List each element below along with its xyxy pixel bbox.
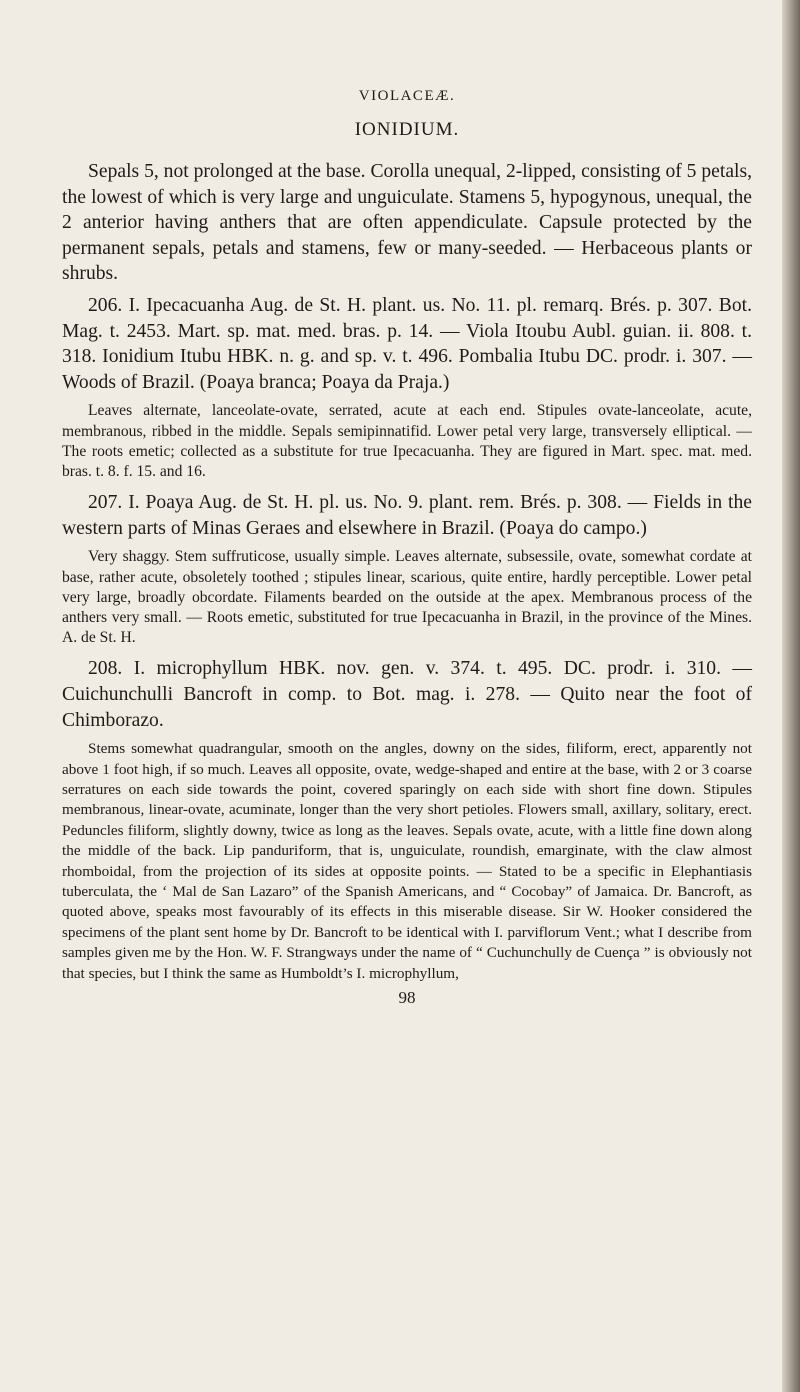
genus-title: IONIDIUM. [354, 119, 460, 140]
species-entry-208: 208. I. microphyllum HBK. nov. gen. v. 374. t. 495. DC. prodr. i. 310. — Cuichunchulli Bancroft in comp. to Bot. mag. i. 278. — Quito near the foot of Chimborazo. [62, 658, 752, 731]
running-head: VIOLACEÆ. [358, 88, 456, 104]
genus-description: Sepals 5, not prolonged at the base. Corolla unequal, 2-lipped, consisting of 5 petals, the lowest of which is very large and unguiculate. Stamens 5, hypogynous, unequal, the 2 anterior having anthers that are often appendiculate. Capsule protected by the permanent sepals, petals and stamens, few or many-seeded. — Herbaceous plants or shrubs. [62, 161, 752, 285]
species-description-206: Leaves alternate, lanceolate-ovate, serrated, acute at each end. Stipules ovate-lanceolate, acute, membranous, ribbed in the middle. Sepals semipinnatifid. Lower petal very large, transversely elliptical. — The roots emetic; collected as a substitute for true Ipecacuanha. They are figured in Mart. spec. mat. med. bras. t. 8. f. 15. and 16. [62, 402, 752, 480]
species-entry-207: 207. I. Poaya Aug. de St. H. pl. us. No. 9. plant. rem. Brés. p. 308. — Fields in the western parts of Minas Geraes and elsewhere in Brazil. (Poaya do campo.) [62, 492, 752, 539]
page-text [62, 88, 752, 1008]
species-entry-206: 206. I. Ipecacuanha Aug. de St. H. plant. us. No. 11. pl. remarq. Brés. p. 307. Bot. Mag. t. 2453. Mart. sp. mat. med. bras. p. 14. — Viola Itoubu Aubl. guian. ii. 808. t. 318. Ionidium Itubu HBK. n. g. and sp. v. t. 496. Pombalia Itubu DC. prodr. i. 307. — Woods of Brazil. (Poaya branca; Poaya da Praja.) [62, 294, 752, 393]
page-number: 98 [398, 988, 416, 1008]
species-description-207: Very shaggy. Stem suffruticose, usually simple. Leaves alternate, subsessile, ovate, somewhat cordate at base, rather acute, obsoletely toothed ; stipules linear, scarious, quite entire, hardly perceptible. Lower petal very large, broadly obcordate. Filaments bearded on the outside at the apex. Membranous process of the anthers very small. — Roots emetic, substituted for true Ipecacuanha in Brazil, in the province of the Mines. A. de St. H. [62, 548, 752, 647]
species-description-208: Stems somewhat quadrangular, smooth on the angles, downy on the sides, filiform, erect, apparently not above 1 foot high, if so much. Leaves all opposite, ovate, wedge-shaped and entire at the base, with 2 or 3 coarse serratures on each side towards the point, covered sparingly on each side with short fine down. Stipules membranous, linear-ovate, acuminate, longer than the very short petioles. Flowers small, axillary, solitary, erect. Peduncles filiform, slightly downy, twice as long as the leaves. Sepals ovate, acute, with a little fine down along the middle of the back. Lip panduriform, that is, unguiculate, roundish, emarginate, with the claw almost rhomboidal, from the projection of its sides at opposite points. — Stated to be a specific in Elephantiasis tuberculata, the ‘ Mal de San Lazaro” of the Spanish Americans, and “ Cocobay” of Jamaica. Dr. Bancroft, as quoted above, speaks most favourably of its effects in this miserable disease. Sir W. Hooker considered the specimens of the plant sent home by Dr. Bancroft to be identical with I. parviflorum Vent.; what I describe from samples given me by the Hon. W. F. Strangways under the name of “ Cuchunchully de Cuença ” is obviously not that species, but I think the same as Humboldt’s I. microphyllum, [62, 740, 752, 982]
page-edge [782, 0, 800, 1392]
